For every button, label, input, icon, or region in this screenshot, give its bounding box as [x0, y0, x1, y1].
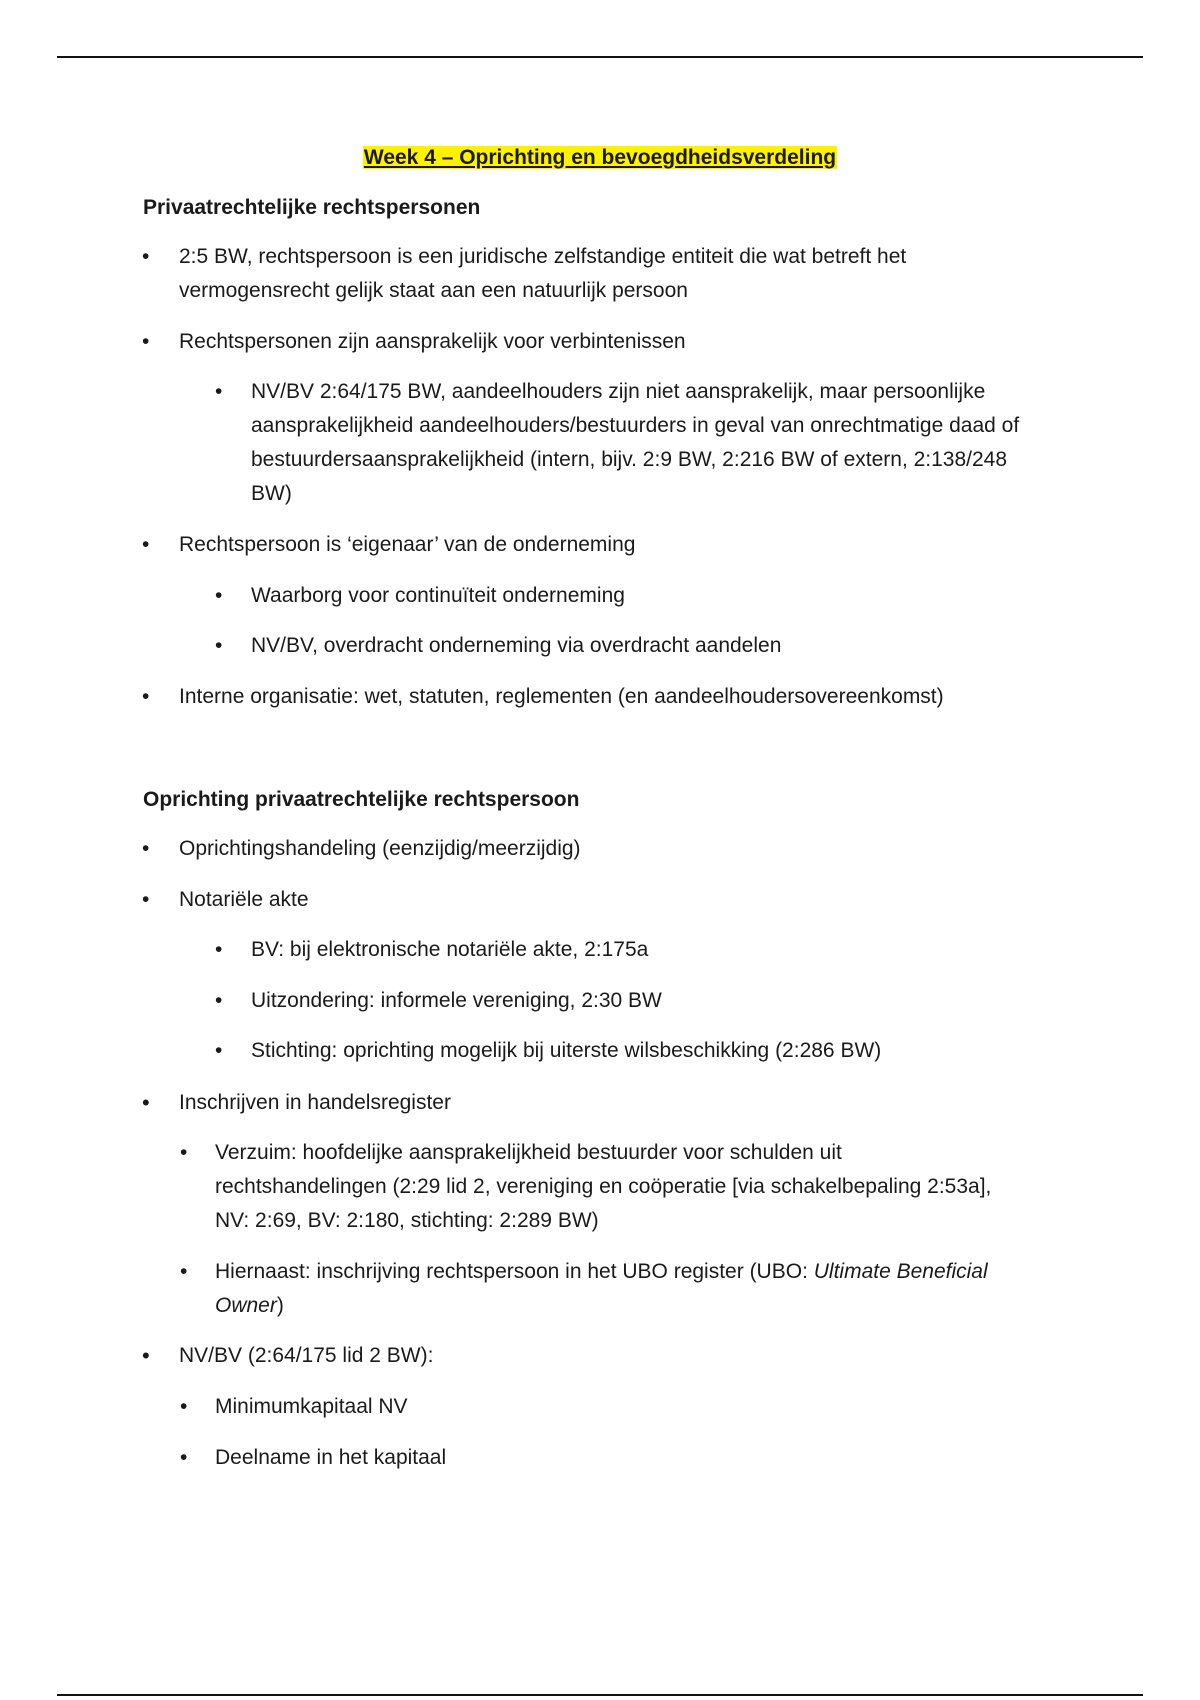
list-item	[142, 680, 1079, 714]
list-item-text: 2:5 BW, rechtspersoon is een juridische zelfstandige entiteit die wat betreft het vermogensrecht gelijk staat aan een natuurlijk persoon	[179, 245, 907, 302]
list-item-text: Waarborg voor continuïteit onderneming	[251, 584, 625, 607]
bullet-icon: •	[180, 1141, 188, 1164]
list-item-text: Uitzondering: informele vereniging, 2:30 BW	[251, 989, 662, 1012]
list-item-text: Oprichtingshandeling (eenzijdig/meerzijdig)	[179, 837, 581, 860]
list-item	[180, 1255, 995, 1323]
bullet-icon: •	[142, 1090, 150, 1115]
bullet-icon: •	[180, 1395, 188, 1418]
top-rule	[57, 56, 1143, 58]
list-item	[215, 984, 1051, 1018]
page-title-text: Week 4 – Oprichting en bevoegdheidsverdeling	[363, 146, 837, 169]
list-item-text: Deelname in het kapitaal	[215, 1446, 447, 1469]
list-item-text: Stichting: oprichting mogelijk bij uiterste wilsbeschikking (2:286 BW)	[251, 1039, 882, 1062]
bullet-icon: •	[215, 380, 223, 403]
list-item	[142, 325, 1059, 359]
list-item-text: Rechtspersoon is ‘eigenaar’ van de onderneming	[179, 533, 636, 556]
list-item	[180, 1390, 1015, 1424]
list-item	[215, 579, 1051, 613]
bottom-rule	[57, 1694, 1143, 1696]
list-item-text: Notariële akte	[179, 888, 309, 911]
list-item	[142, 1339, 1059, 1373]
bullet-icon: •	[215, 634, 223, 657]
list-item	[180, 1136, 1015, 1238]
list-item	[215, 629, 1051, 663]
ubo-closing-text: )	[276, 1294, 284, 1317]
bullet-icon: •	[215, 584, 223, 607]
list-item	[142, 528, 1059, 562]
bullet-icon: •	[215, 1039, 223, 1062]
list-item-text: Inschrijven in handelsregister	[179, 1091, 451, 1114]
list-item	[180, 1441, 1015, 1475]
bullet-icon: •	[180, 1260, 188, 1283]
list-item	[142, 1086, 1059, 1120]
bullet-icon: •	[142, 685, 150, 708]
bullet-icon: •	[142, 245, 150, 268]
list-item-text: NV/BV, overdracht onderneming via overdracht aandelen	[251, 634, 782, 657]
bullet-icon: •	[142, 888, 150, 911]
bullet-icon: •	[215, 938, 223, 961]
list-item	[215, 375, 1031, 511]
bullet-icon: •	[142, 1343, 150, 1368]
list-item-text: NV/BV 2:64/175 BW, aandeelhouders zijn niet aansprakelijk, maar persoonlijke aansprakelijkheid aandeelhouders/bestuurders in geval van onrechtmatige daad of bestuurdersaansprakelijkheid (intern, bijv. 2:9 BW, 2:216 BW of extern, 2:138/248 BW)	[251, 380, 1020, 505]
list-item-text: Rechtspersonen zijn aansprakelijk voor verbintenissen	[179, 330, 686, 353]
list-item-text	[215, 1255, 995, 1323]
list-item	[215, 933, 1051, 967]
section-heading-oprichting: Oprichting privaatrechtelijke rechtspersoon	[143, 788, 580, 811]
bullet-icon: •	[142, 837, 150, 860]
ubo-text: Hiernaast: inschrijving rechtspersoon in het UBO register (UBO:	[215, 1260, 814, 1283]
bullet-icon: •	[215, 989, 223, 1012]
bullet-icon: •	[142, 330, 150, 353]
section-heading-privaatrechtelijke-rechtspersonen: Privaatrechtelijke rechtspersonen	[143, 196, 481, 219]
list-item-text: Interne organisatie: wet, statuten, reglementen (en aandeelhoudersovereenkomst)	[179, 685, 944, 708]
list-item	[142, 240, 1059, 308]
list-item-text: Verzuim: hoofdelijke aansprakelijkheid bestuurder voor schulden uit rechtshandelingen (2:29 lid 2, vereniging en coöperatie [via schakelbepaling 2:53a], NV: 2:69, BV: 2:180, stichting: 2:289 BW)	[215, 1141, 992, 1232]
bullet-icon: •	[142, 533, 150, 556]
list-item-text: Minimumkapitaal NV	[215, 1395, 408, 1418]
ubo-italic-text: Ultimate Beneficial Owner	[215, 1260, 988, 1317]
bullet-icon: •	[180, 1446, 188, 1469]
list-item-text: NV/BV (2:64/175 lid 2 BW):	[179, 1344, 434, 1367]
list-item	[215, 1034, 1051, 1068]
page-title	[0, 144, 1200, 172]
list-item-text: BV: bij elektronische notariële akte, 2:175a	[251, 938, 649, 961]
list-item	[142, 832, 1059, 866]
list-item	[142, 883, 1059, 917]
